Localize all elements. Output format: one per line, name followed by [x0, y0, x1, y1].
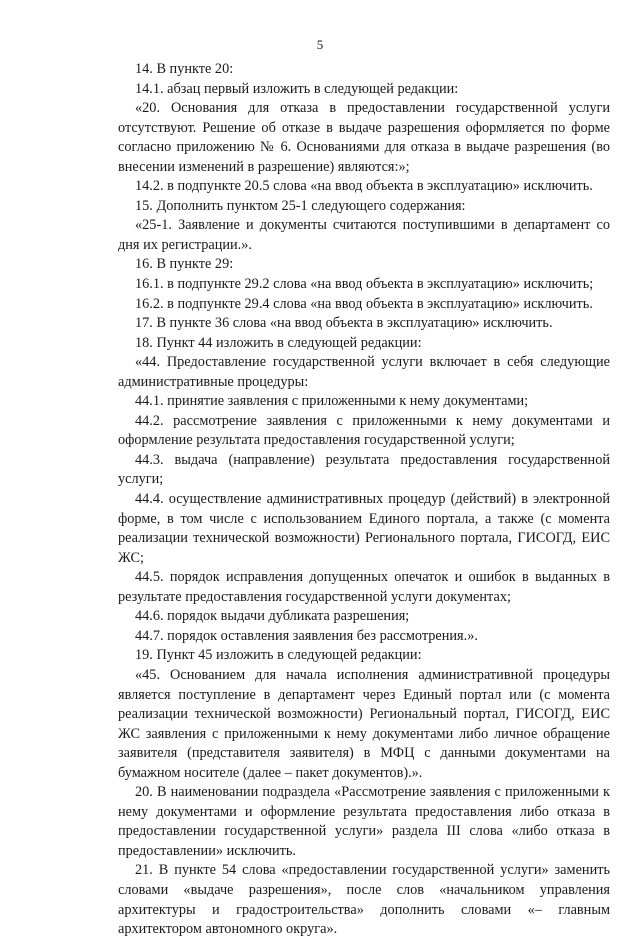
paragraph: 44.3. выдача (направление) результата предоставления государственной услуги;	[118, 451, 610, 488]
page-number: 5	[316, 37, 324, 52]
paragraph: 44.6. порядок выдачи дубликата разрешения;	[135, 608, 410, 625]
paragraph: 16.2. в подпункте 29.4 слова «на ввод объекта в эксплуатацию» исключить.	[135, 295, 593, 312]
paragraph: 19. Пункт 45 изложить в следующей редакции:	[135, 647, 422, 664]
paragraph: 16. В пункте 29:	[135, 256, 234, 273]
paragraph: «45. Основанием для начала исполнения административной процедуры является поступление в департамент через Единый портал или (с момента реализации технической возможности) Региональный портал, ГИСОГД, ЕИС ЖС заявления с приложенными к нему документами либо личное обращение заявителя (представителя заявителя) в МФЦ с данными документами на бумажном носителе (далее – пакет документов).».	[118, 666, 610, 781]
paragraph: 15. Дополнить пунктом 25-1 следующего содержания:	[135, 197, 466, 214]
paragraph: 44.2. рассмотрение заявления с приложенными к нему документами и оформление результата предоставления государственной услуги;	[118, 412, 610, 449]
document-body	[118, 60, 610, 940]
paragraph: 44.1. принятие заявления с приложенными к нему документами;	[135, 393, 529, 410]
paragraph: 17. В пункте 36 слова «на ввод объекта в эксплуатацию» исключить.	[135, 315, 553, 332]
paragraph: 18. Пункт 44 изложить в следующей редакции:	[135, 334, 422, 351]
paragraph: «25-1. Заявление и документы считаются поступившими в департамент со дня их регистрации.».	[118, 217, 610, 253]
paragraph: 44.4. осуществление административных процедур (действий) в электронной форме, в том числе с использованием Единого портала, а также (с момента реализации технической возможности) Регионального портала, ГИСОГД, ЕИС ЖС;	[118, 491, 610, 566]
paragraph: 14.2. в подпункте 20.5 слова «на ввод объекта в эксплуатацию» исключить.	[135, 178, 593, 195]
paragraph: 14.1. абзац первый изложить в следующей редакции:	[135, 80, 459, 97]
paragraph: «20. Основания для отказа в предоставлении государственной услуги отсутствуют. Решение об отказе в выдаче разрешения оформляется по форме согласно приложению № 6. Основаниями для отказа в выдаче разрешения (во внесении изменений в разрешение) являются:»;	[118, 100, 610, 175]
paragraph: 44.5. порядок исправления допущенных опечаток и ошибок в выданных в результате предоставления государственной услуги документах;	[118, 569, 610, 605]
paragraph: 20. В наименовании подраздела «Рассмотрение заявления с приложенными к нему документами и оформление результата предоставления либо отказа в предоставлении государственной услуги» раздела III слова «либо отказа в предоставлении» исключить.	[118, 784, 610, 859]
paragraph: 14. В пункте 20:	[135, 61, 234, 77]
paragraph: 21. В пункте 54 слова «предоставлении государственной услуги» заменить словами «выдаче разрешения», после слов «начальником управления архитектуры и градостроительства» дополнить словами «– главным архитектором автономного округа».	[118, 862, 610, 938]
paragraph: 44.7. порядок оставления заявления без рассмотрения.».	[135, 627, 478, 644]
paragraph: 16.1. в подпункте 29.2 слова «на ввод объекта в эксплуатацию» исключить;	[135, 276, 594, 293]
paragraph: «44. Предоставление государственной услуги включает в себя следующие административные процедуры:	[118, 354, 610, 390]
